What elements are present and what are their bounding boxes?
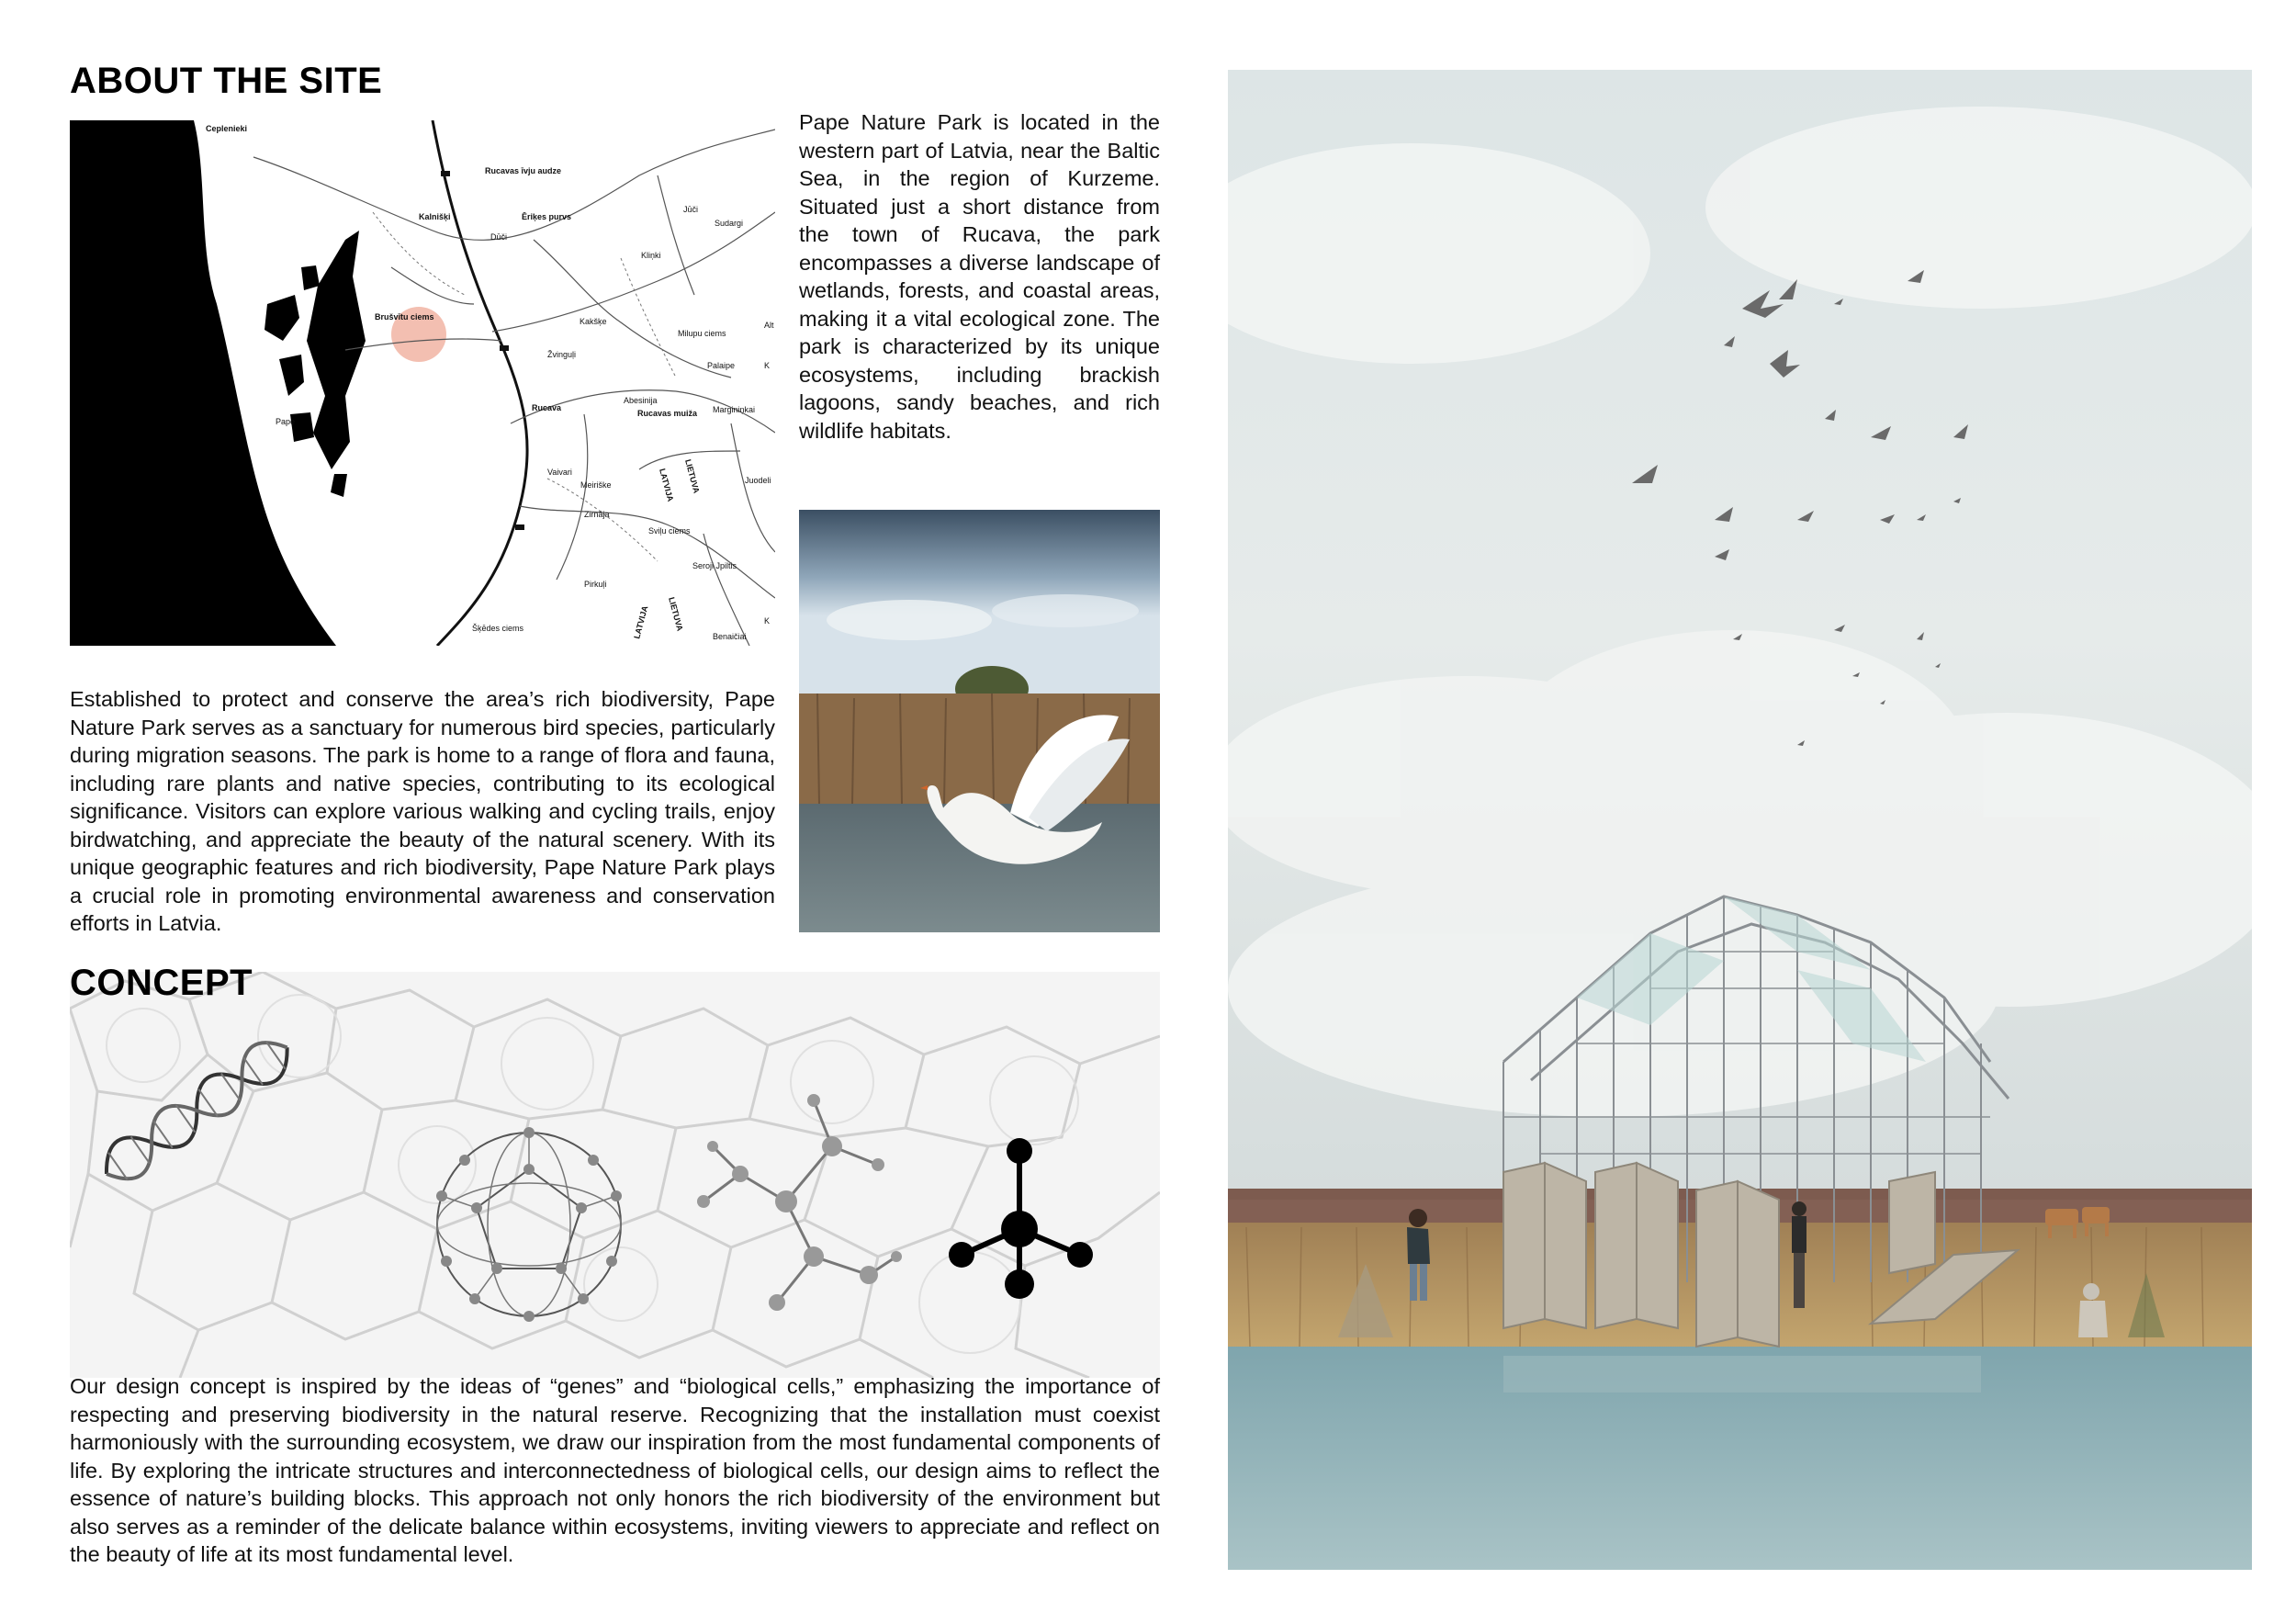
map-label: LATVIJA	[632, 604, 650, 640]
map-label: Kalnišķi	[419, 212, 451, 221]
site-map	[70, 120, 775, 646]
map-label: LATVIJA	[658, 467, 676, 503]
map-label: Sudargi	[715, 219, 744, 228]
map-label: K	[764, 616, 771, 626]
map-label: Rucava	[532, 403, 562, 412]
map-label: Marginiņkai	[713, 405, 756, 414]
map-label: Alt	[764, 321, 774, 330]
installation-render	[1228, 70, 2252, 1570]
map-label: Pape	[276, 417, 296, 426]
map-label: Vaivari	[547, 468, 572, 477]
about-heading: ABOUT THE SITE	[70, 61, 383, 101]
map-label: K	[764, 361, 771, 370]
map-label: Kakšķe	[580, 317, 607, 326]
map-label: Rucavas īvju audze	[485, 166, 562, 175]
map-label: Pirkuļi	[584, 580, 607, 589]
map-label: Palaipe	[707, 361, 736, 370]
map-label: Kliņki	[641, 251, 661, 260]
swan-photo	[799, 510, 1160, 932]
map-label: Sviļu ciems	[648, 526, 691, 536]
map-label: Šķēdes ciems	[472, 624, 524, 633]
map-label: Ēriķes purvs	[522, 212, 572, 221]
map-label: Žvinguļi	[547, 350, 577, 359]
map-label: LIETUVA	[667, 595, 685, 633]
about-intro-text: Pape Nature Park is located in the western part of Latvia, near the Baltic Sea, in the region of Kurzeme. Situated just a short distance from the town of Rucava, the park encompasses a diverse landscape of wetlands, forests, and coastal areas, making it a vital ecological zone. The park is characterized by its unique ecosystems, including brackish lagoons, sandy beaches, and rich wildlife habitats.	[799, 110, 1160, 443]
map-label: Abesinija	[624, 396, 658, 405]
map-label: Milupu ciems	[678, 329, 726, 338]
map-label: LIETUVA	[683, 457, 702, 495]
map-label: Juodeli	[745, 476, 771, 485]
map-label: Rucavas muiža	[637, 409, 698, 418]
map-label: Brušvītu ciems	[375, 312, 434, 321]
map-label: Meiriške	[580, 480, 612, 490]
about-body-text: Established to protect and conserve the area’s rich biodiversity, Pape Nature Park serves as a sanctuary for numerous bird species, particularly during migration seasons. The park is home to a range of flora and fauna, including rare plants and native species, contributing to its ecological significance. Visitors can explore various walking and cycling trails, enjoy birdwatching, and appreciate the beauty of the natural scenery. With its unique geographic features and rich biodiversity, Pape Nature Park plays a crucial role in promoting environmental awareness and conservation efforts in Latvia.	[70, 687, 775, 935]
visitor-figure	[1792, 1201, 1806, 1308]
map-label: Benaičiai	[713, 632, 747, 641]
map-label: Jūči	[683, 205, 699, 214]
map-label: Ceplenieki	[206, 124, 248, 133]
concept-body-text: Our design concept is inspired by the ideas of “genes” and “biological cells,” emphasizing the importance of respecting and preserving biodiversity in the natural reserve. Recognizing that the installation must coexist harmoniously with the surrounding ecosystem, we draw our inspiration from the most fundamental components of life. By exploring the intricate structures and interconnectedness of biological cells, our design aims to reflect the essence of nature’s building blocks. This approach not only honors the rich biodiversity of the environment but also serves as a reminder of the delicate balance within ecosystems, inviting viewers to appreciate and reflect on the beauty of life at its most fundamental level.	[70, 1374, 1160, 1566]
concept-illustration	[70, 972, 1160, 1378]
map-label: Seroji Jpiltis	[692, 561, 737, 570]
map-label: Dūči	[490, 232, 508, 242]
map-label: Zirnāja	[584, 510, 610, 519]
concept-heading: CONCEPT	[70, 963, 253, 1003]
